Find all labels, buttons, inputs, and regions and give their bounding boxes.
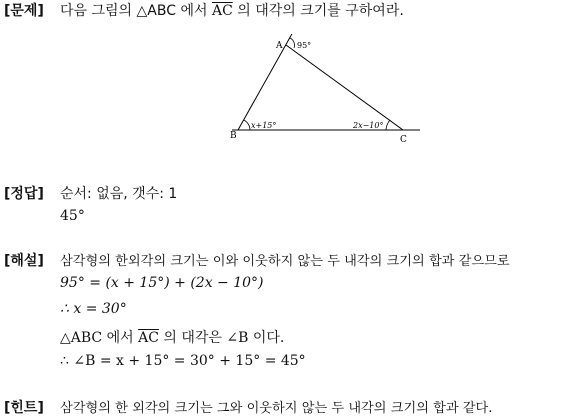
solution-line3: ∴ x = 30° [60, 301, 127, 317]
solution-line4-segment: $\overline{AC}$ [138, 330, 159, 346]
solution-line4-pre: △ABC 에서 [60, 330, 139, 346]
problem-text-post: 의 대각의 크기를 구하여라. [232, 3, 404, 19]
answer-value: 45° [60, 208, 85, 224]
vertex-a-label: A [276, 41, 283, 51]
angle-b-label: x+15° [251, 121, 277, 130]
vertex-c-label: C [400, 135, 407, 145]
problem-text-pre: 다음 그림의 △ABC 에서 [60, 3, 212, 19]
angle-a-arc [290, 38, 295, 48]
solution-label: [해설] [4, 253, 44, 269]
solution-line4-post: 의 대각은 ∠B 이다. [158, 330, 285, 346]
problem-segment: $\overline{AC}$ [211, 3, 233, 19]
angle-c-arc [386, 120, 390, 130]
solution-line5: ∴ ∠B = x + 15° = 30° + 15° = 45° [60, 353, 306, 369]
hint-text: 삼각형의 한 외각의 크기는 그와 이웃하지 않는 두 내각의 크기의 합과 같다. [60, 401, 493, 416]
vertex-b-label: B [230, 131, 237, 141]
solution-line1: 삼각형의 한외각의 크기는 이와 이웃하지 않는 두 내각의 크기의 합과 같으므로 [60, 254, 510, 269]
side-ab-extended [238, 34, 293, 130]
angle-c-label: 2x−10° [353, 121, 384, 130]
problem-label: [문제] [4, 3, 44, 19]
answer-label: [정답] [4, 186, 44, 202]
answer-meta: 순서: 없음, 갯수: 1 [60, 186, 178, 202]
solution-line4 [60, 327, 284, 347]
solution-line2: 95° = (x + 15°) + (2x − 10°) [60, 275, 264, 291]
problem-text [60, 0, 404, 20]
hint-label: [힌트] [4, 400, 44, 416]
side-ac [286, 45, 403, 130]
angle-a-label: 95° [297, 41, 312, 50]
triangle-figure [220, 34, 430, 149]
angle-b-arc [244, 120, 250, 130]
